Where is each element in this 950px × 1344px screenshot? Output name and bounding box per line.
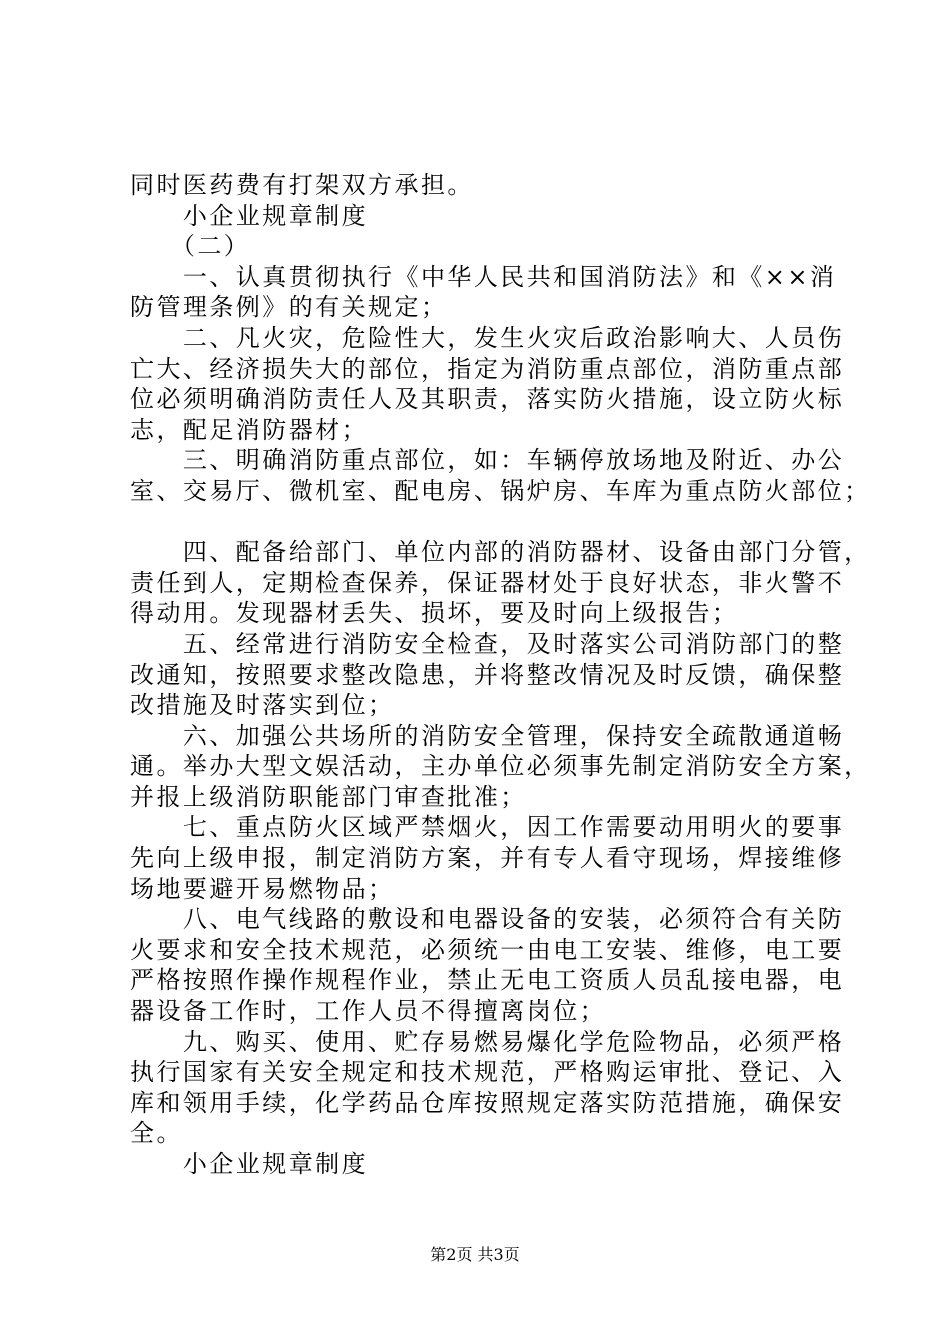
text-line: 并报上级消防职能部门审查批准； — [130, 782, 527, 811]
text-line: 九、购买、使用、贮存易燃易爆化学危险物品，必须严格 — [130, 1027, 845, 1056]
text-line: 八、电气线路的敷设和电器设备的安装，必须符合有关防 — [130, 905, 845, 934]
text-line: 小企业规章制度 — [130, 201, 369, 230]
text-line: 志，配足消防器材； — [130, 415, 369, 444]
text-line: 责任到人，定期检查保养，保证器材处于良好状态，非火警不 — [130, 568, 845, 597]
text-line: 同时医药费有打架双方承担。 — [130, 171, 474, 199]
text-line: 先向上级申报，制定消防方案，并有专人看守现场，焊接维修 — [130, 844, 845, 873]
text-line: 执行国家有关安全规定和技术规范，严格购运审批、登记、入 — [130, 1058, 845, 1087]
text-line: 室、交易厅、微机室、配电房、锅炉房、车库为重点防火部位； — [130, 476, 871, 505]
text-line: 通。举办大型文娱活动，主办单位必须事先制定消防安全方案， — [130, 752, 871, 781]
text-line: 严格按照作操作规程作业，禁止无电工资质人员乱接电器，电 — [130, 966, 845, 995]
text-line: 二、凡火灾，危险性大，发生火灾后政治影响大、人员伤 — [130, 323, 845, 352]
text-line: 场地要避开易燃物品； — [130, 874, 395, 903]
text-line: 七、重点防火区域严禁烟火，因工作需要动用明火的要事 — [130, 813, 845, 842]
text-line: 得动用。发现器材丢失、损坏，要及时向上级报告； — [130, 599, 739, 628]
page-footer: 第2页 共3页 — [430, 1245, 520, 1264]
text-line: 小企业规章制度 — [130, 1150, 369, 1178]
text-line: 火要求和安全技术规范，必须统一由电工安装、维修，电工要 — [130, 935, 845, 964]
text-line: 一、认真贯彻执行《中华人民共和国消防法》和《××消 — [130, 262, 837, 291]
text-line: 亡大、经济损失大的部位，指定为消防重点部位，消防重点部 — [130, 354, 845, 383]
text-line: 器设备工作时，工作人员不得擅离岗位； — [130, 997, 607, 1026]
text-line: 四、配备给部门、单位内部的消防器材、设备由部门分管， — [130, 538, 871, 567]
text-line: 五、经常进行消防安全检查，及时落实公司消防部门的整 — [130, 629, 845, 658]
text-line: 位必须明确消防责任人及其职责，落实防火措施，设立防火标 — [130, 385, 845, 414]
text-line: 改通知，按照要求整改隐患，并将整改情况及时反馈，确保整 — [130, 660, 845, 689]
blank-line — [130, 507, 836, 538]
document-body — [130, 170, 871, 1180]
text-line: 六、加强公共场所的消防安全管理，保持安全疏散通道畅 — [130, 721, 845, 750]
text-line: （二） — [130, 232, 251, 261]
text-line: 三、明确消防重点部位，如：车辆停放场地及附近、办公 — [130, 446, 845, 475]
text-line: 改措施及时落实到位； — [130, 691, 395, 720]
text-line: 库和领用手续，化学药品仓库按照规定落实防范措施，确保安 — [130, 1088, 845, 1117]
text-line: 防管理条例》的有关规定； — [130, 293, 448, 322]
text-line: 全。 — [130, 1119, 183, 1148]
